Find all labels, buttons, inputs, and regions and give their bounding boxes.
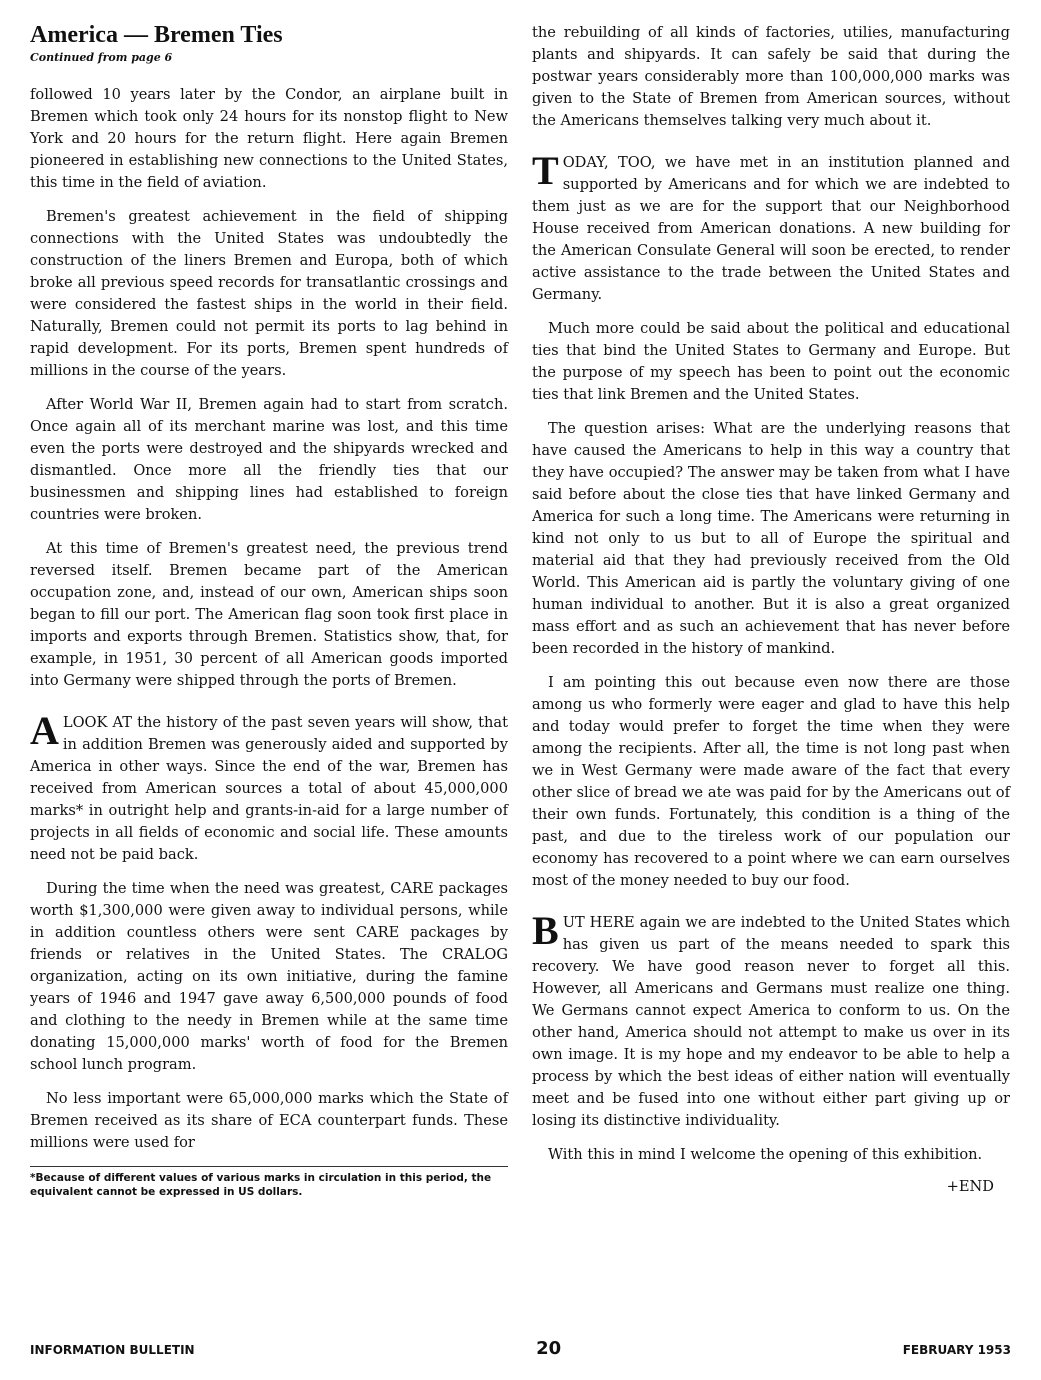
paragraph: Bremen's greatest achievement in the field of shipping connections with the United States was undoubtedly the construction of the liners Bremen and Europa, both of which broke all previous speed records for transatlantic crossings and were considered the fastest ships in the world in their field. Naturally, Bremen could not permit its ports to lag behind in rapid development. For its ports, Bremen spent hundreds of millions in the course of the years. — [30, 208, 508, 380]
paragraph-text: LOOK AT the history of the past seven years will show, that in addition Bremen was generously aided and supported by America in other ways. Since the end of the war, Bremen has received from American sources a total of about 45,000,000 marks* in outright help and grants-in-aid for a large number of projects in all fields of economic and social life. These amounts need not be paid back. — [30, 714, 508, 864]
continued-note: Continued from page 6 — [30, 51, 173, 65]
end-mark: +END — [946, 1178, 994, 1195]
paragraph-dropcap — [30, 708, 508, 866]
paragraph: The question arises: What are the underlying reasons that have caused the Americans to help in this way a country that they have occupied? The answer may be taken from what I have said before about the close ties that have linked Germany and America for such a long time. The Americans were returning in kind not only to us but to all of Europe the spiritual and material aid that they had previously received from the Old World. This American aid is partly the voluntary giving of one human individual to another. But it is also a great organized mass effort and as such an achievement that has never before been recorded in the history of mankind. — [532, 420, 1010, 657]
paragraph: No less important were 65,000,000 marks which the State of Bremen received as its share of ECA counterpart funds. These millions were used for — [30, 1090, 508, 1152]
drop-cap: T — [532, 148, 559, 193]
issue-date: FEBRUARY 1953 — [902, 1343, 1011, 1357]
paragraph: Much more could be said about the political and educational ties that bind the United States to Germany and Europe. But the purpose of my speech has been to point out the economic ties that link Bremen and the United States. — [532, 320, 1010, 403]
paragraph: the rebuilding of all kinds of factories, utilies, manufacturing plants and shipyards. It can safely be said that during the postwar years considerably more than 100,000,000 marks was given to the State of Bremen from American sources, without the Americans themselves talking very much about it. — [532, 24, 1010, 129]
paragraph: followed 10 years later by the Condor, an airplane built in Bremen which took only 24 hours for its nonstop flight to New York and 20 hours for the return flight. Here again Bremen pioneered in establishing new connections to the United States, this time in the field of aviation. — [30, 86, 508, 192]
paragraph: I am pointing this out because even now there are those among us who formerly were eager and glad to have this help and today would prefer to forget the time when they were among the recipients. After all, the time is not long past when we in West Germany were made aware of the fact that every other slice of bread we ate was paid for by the Americans out of their own funds. Fortunately, this condition is a thing of the past, and due to the tireless work of our population our economy has recovered to a point where we can earn ourselves most of the money needed to buy our food. — [532, 674, 1010, 889]
publication-name: INFORMATION BULLETIN — [30, 1343, 195, 1357]
page-number: 20 — [536, 1338, 562, 1359]
paragraph: During the time when the need was greatest, CARE packages worth $1,300,000 were given away to individual persons, while in addition countless others were sent CARE packages by friends or relatives in the United States. The CRALOG organization, acting on its own initiative, during the famine years of 1946 and 1947 gave away 6,500,000 pounds of food and clothing to the needy in Bremen while at the same time donating 15,000,000 marks' worth of food for the Bremen school lunch program. — [30, 880, 508, 1074]
drop-cap: B — [532, 908, 559, 953]
page-footer — [30, 1338, 1011, 1359]
paragraph: After World War II, Bremen again had to start from scratch. Once again all of its merchant marine was lost, and this time even the ports were destroyed and the shipyards wrecked and dismantled. Once more all the friendly ties that our businessmen and shipping lines had established to foreign countries were broken. — [30, 396, 508, 524]
footnote: *Because of different values of various marks in circulation in this period, the equivalent cannot be expressed in US dollars. — [30, 1166, 508, 1199]
paragraph-text: UT HERE again we are indebted to the United States which has given us part of the means needed to spark this recovery. We have good reason never to forget all this. However, all Americans and Germans must realize one thing. We Germans cannot expect America to conform to us. On the other hand, America should not attempt to make us over in its own image. It is my hope and my endeavor to be able to help a process by which the best ideas of either nation will eventually meet and be fused into one without either part giving up or losing its distinctive individuality. — [532, 914, 1010, 1129]
left-column — [30, 22, 508, 1199]
article-title: America — Bremen Ties — [30, 22, 283, 48]
right-column — [532, 22, 1010, 1195]
paragraph-text: ODAY, TOO, we have met in an institution planned and supported by Americans and for which we are indebted to them just as we are for the support that our Neighborhood House received from American donations. A new building for the American Consulate General will soon be erected, to render active assistance to the trade between the United States and Germany. — [532, 154, 1010, 303]
paragraph-text: With this in mind I welcome the opening of this exhibition. — [548, 1146, 983, 1163]
paragraph-closing — [532, 1144, 1010, 1166]
paragraph-dropcap — [532, 908, 1010, 1132]
drop-cap: A — [30, 708, 59, 754]
paragraph: At this time of Bremen's greatest need, the previous trend reversed itself. Bremen became part of the American occupation zone, and, instead of our own, American ships soon began to fill our port. The American flag soon took first place in imports and exports through Bremen. Statistics show, that, for example, in 1951, 30 percent of all American goods imported into Germany were shipped through the ports of Bremen. — [30, 540, 508, 690]
end-line — [532, 1178, 1010, 1195]
paragraph-dropcap — [532, 148, 1010, 306]
